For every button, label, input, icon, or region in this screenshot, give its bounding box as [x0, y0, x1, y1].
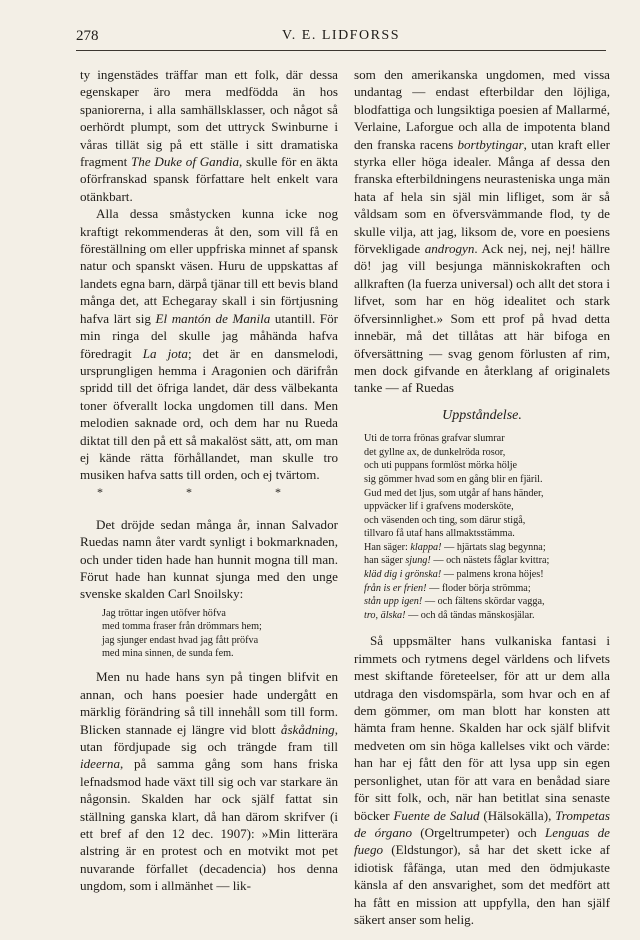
- poem-line: tillvaro få utaf hans allmaktsstämma.: [364, 528, 515, 540]
- running-head: V. E. LIDFORSS: [282, 28, 400, 43]
- paragraph-volcanic-fantasy: Så uppsmälter hans vulkaniska fantasi i rimmets och rytmens degel världens och lifvets mest skiftande företeelser, för att ur dem alla utdraga den visdomspärla, som hvar och en af dem gömmer, om man blott har konsten att hämta fram henne. Skalden har ock själf blifvit medveten om sin höga kallelses vikt och värde: han har ej fått den för att lysa upp sin egen personlighet, utan för att vara en benådad siare för sitt folk, och, när han betitlat sina senaste böcker Fuente de Salud (Hälsokälla), Trompetas de órgano (Orgeltrumpeter) och Lenguas de fuego (Eldstungor), så har det skett icke af idiotisk fåfänga, utan med den ödmjukaste känsla af den ansvarighet, som det medfört att ha fått en mission att uppfylla, den han själf säkert anser som helig.: [354, 633, 610, 927]
- paragraph-small-pieces: Alla dessa småstycken kunna icke nog kraftigt rekommenderas åt den, som vill få en föreställning om eller uppfriska minnet af spansk natur och spanskt väsen. Huru de uppskattas af landets egna barn, därpå tjänar till ett bevis bland många det, att Echegaray skall i sin förtjusning hafva lärt sig El mantón de Manila utantill. För min ringa del skulle jag måhända hafva föredragit La jota; det är en dansmelodi, ursprungligen hemma i Aragonien och därifrån spridd till det öfriga landet, där dess välbekanta toner öfverallt locka ungdomen till dans. Men melodien saknade ord, och dem har nu Rueda diktat till den på ett så makalöst sätt, att, om man ej kände rätta förhållandet, man skulle tro musiken hafva satts till orden, och ej tvärtom.: [80, 206, 338, 483]
- poem-uppstandelse: [364, 432, 610, 622]
- left-column: [80, 66, 338, 895]
- paragraph-rueda-return: Det dröjde sedan många år, innan Salvador Ruedas namn åter vardt synligt i bokmarknaden, och under tiden hade han hunnit mogna till man. Förut hade han kunnat sjunga med den unge svenske skalden Carl Snoilsky:: [80, 516, 338, 602]
- page-header: [76, 26, 606, 51]
- poem-line: tro, älska! — och då tändas mänskosjälar.: [364, 609, 535, 621]
- poem-line: och uti puppans formlöst mörka hölje: [364, 460, 518, 472]
- paragraph-new-vision: Men nu hade hans syn på tingen blifvit en annan, och hans poesier hade undergått en märklig förändring så till innehåll som till form. Blicken stannade ej längre vid blott åskådning, utan fördjupade sig och trängde fram till ideerna, på samma gång som hans friska lefnadsmod hade växt till sig och var starkare än någonsin. Skalden har ock själf fattat sin ställning ganska klart, då han därom skrifver (i ett bref af den 12 dec. 1907): »Min litterära alstring är en protest och en motvikt mot pet nuvarande förfallet (decadencia) hos denna ungdom, som i allmänhet — lik-: [80, 669, 338, 894]
- poem-line: kläd dig i grönska! — palmens krona höjes!: [364, 569, 544, 581]
- poem-line: sig gömmer hvad som en gång blir en fjäril.: [364, 473, 543, 485]
- poem-line: från is er frien! — floder börja strömma;: [364, 582, 531, 594]
- poem-line: han säger sjung! — och nästets fåglar kvittra;: [364, 555, 550, 567]
- poem-line: Han säger: klappa! — hjärtats slag begynna;: [364, 541, 546, 553]
- poem-title: Uppståndelse.: [442, 407, 522, 423]
- paragraph-letter-continued: som den amerikanska ungdomen, med vissa undantag — endast efterbildar den löjliga, blodfattiga och lungsiktiga poesien af Mallarmé, Verlaine, Laforgue och alla de impotenta bland den franska racens bortbytingar, utan kraft eller styrka eller höga idealer. Många af dessa den franska efterbildningens neurasteniska unga män hata af hela sin själ min lifliget, som är så våldsam som en öfversvämmande flod, ty de skulle vilja, att jag, liksom de, vore en poesiens förvekligade androgyn. Ack nej, nej, nej! hällre dö! jag vill besjunga människokraften och allkraften (la fuerza universal) och allt det stora i lifvet, som har en hög idealitet och stark öfversinnlighet.» Som ett prof på hvad detta innebär, må det tillåtas att här bifoga en öfversättning — svag genom förlusten af rim, men dock gifvande en återklang af originalets tanke — af Ruedas: [354, 67, 610, 396]
- poem-line: Gud med det ljus, som utgår af hans händer,: [364, 487, 544, 499]
- page-number: 278: [76, 28, 99, 44]
- section-break-stars: * * *: [97, 484, 321, 499]
- poem-line: och väsenden och ting, som därur stigå,: [364, 514, 526, 526]
- poem-line: stån upp igen! — och fältens skördar vagga,: [364, 596, 545, 608]
- poem-line: det gyllne ax, de dunkelröda rosor,: [364, 446, 506, 458]
- poem-line: Uti de torra frönas grafvar slumrar: [364, 433, 505, 445]
- snoilsky-quote: Jag tröttar ingen utöfver höfva med tomma fraser från drömmars hem; jag sjunger endast hvad jag fått pröfva med mina sinnen, de sunda fem.: [102, 607, 262, 659]
- paragraph-continuation: ty ingenstädes träffar man ett folk, där dessa egenskaper äro mera medfödda än hos spaniorerna, i alla samhällsklasser, och något så oerhördt plumpt, som det uttryck Swinburne i våras tillät sig på ett ställe i sitt dramatiska fragment The Duke of Gandia, skulle för en äkta oförfranskad spansk författare helt enkelt vara otänkbart.: [80, 67, 338, 204]
- right-column: [354, 66, 610, 928]
- poem-line: uppväcker lif i grafvens modersköte,: [364, 501, 514, 513]
